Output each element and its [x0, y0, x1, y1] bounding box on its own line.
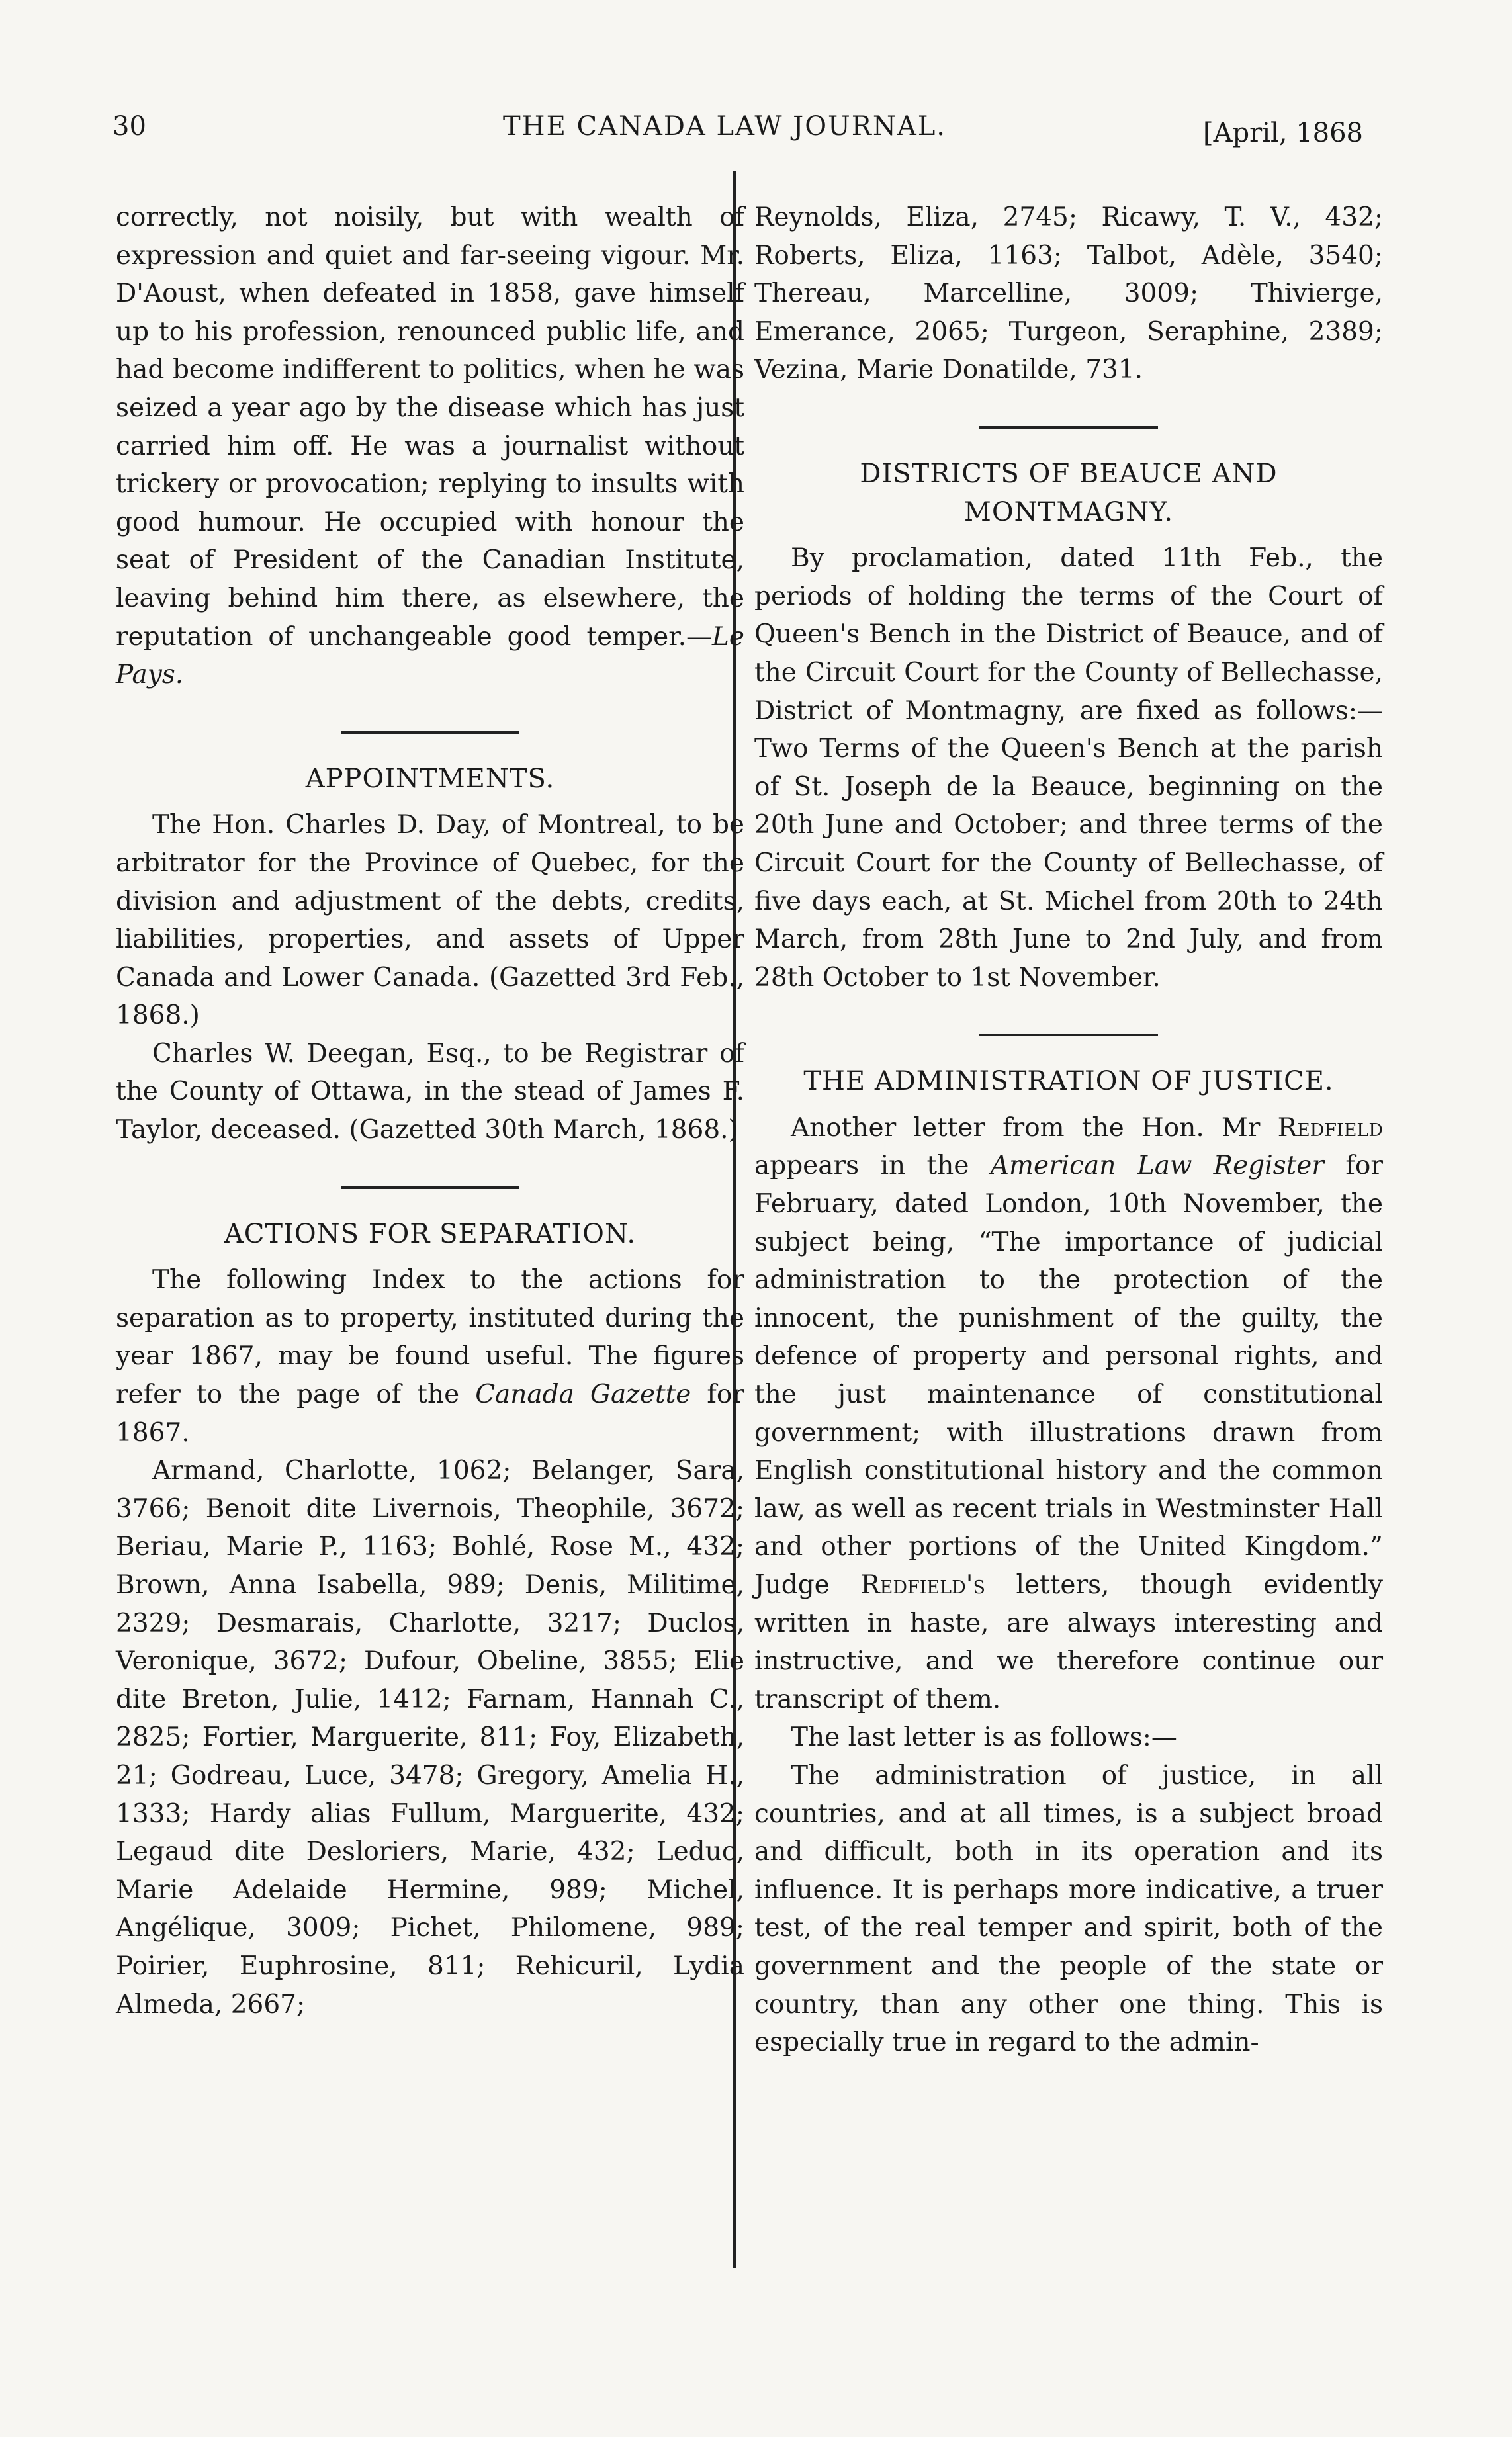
justice-text: Another letter from the Hon. Mr	[791, 1112, 1278, 1143]
actions-heading: ACTIONS FOR SEPARATION.	[224, 1218, 637, 1249]
justice-paragraph: The administration of justice, in all countries, and at all times, is a subject broad and difficult, both in its operation and its influence. It is perhaps more indicative, a truer test, of the real temper and spirit, both of the government and the people of the state or country, than any other one thing. This is especially true in regard to the admin-	[754, 1760, 1383, 2058]
appointments-heading: APPOINTMENTS.	[305, 763, 555, 794]
obituary-source: Le Pays.	[116, 621, 744, 690]
actions-intro-paragraph	[116, 1261, 744, 1452]
justice-paragraph	[754, 1109, 1383, 1719]
actions-intro-end: for 1867.	[116, 1380, 744, 1448]
section-rule	[979, 426, 1158, 429]
districts-paragraph: By proclamation, dated 11th Feb., the periods of holding the terms of the Court of Queen's Bench in the District of Beauce, and of the Circuit Court for the County of Bellechasse, District of Montmagny, are fixed as follows:—Two Terms of the Queen's Bench at the parish of St. Joseph de la Beauce, beginning on the 20th June and October; and three terms of the Circuit Court for the County of Bellechasse, of five days each, at St. Michel from 20th to 24th March, from 28th June to 2nd July, and from 28th October to 1st November.	[754, 543, 1383, 993]
page-number: 30	[112, 111, 146, 142]
justice-text: letters, though evidently written in haste, are always interesting and instructive, and we therefore continue our transcript of them.	[754, 1570, 1383, 1714]
journal-title: THE CANADA LAW JOURNAL.	[503, 111, 947, 142]
actions-intro-text: The following Index to the actions for separation as to property, instituted during the year 1867, may be found useful. The figures refer to the page of the	[116, 1265, 744, 1410]
page-header	[106, 105, 1363, 157]
appointment-paragraph: Charles W. Deegan, Esq., to be Registrar of the County of Ottawa, in the stead of James F. Taylor, deceased. (Gazetted 30th March, 1868.)	[116, 1038, 744, 1145]
section-rule	[341, 1186, 519, 1189]
gazette-title: Canada Gazette	[475, 1380, 691, 1410]
actions-index-list: Armand, Charlotte, 1062; Belanger, Sara, 3766; Benoit dite Livernois, Theophile, 3672; Beriau, Marie P., 1163; Bohlé, Rose M., 432; Brown, Anna Isabella, 989; Denis, Militime, 2329; Desmarais, Charlotte, 3217; Duclos, Veronique, 3672; Dufour, Obeline, 3855; Elie dite Breton, Julie, 1412; Farnam, Hannah C., 2825; Fortier, Marguerite, 811; Foy, Elizabeth, 21; Godreau, Luce, 3478; Gregory, Amelia H., 1333; Hardy alias Fullum, Marguerite, 432; Legaud dite Desloriers, Marie, 432; Leduc, Marie Adelaide Hermine, 989; Michel, Angélique, 3009; Pichet, Philomene, 989; Poirier, Euphrosine, 811; Rehicuril, Lydia Almeda, 2667;	[116, 1456, 744, 2019]
justice-heading: THE ADMINISTRATION OF JUSTICE.	[803, 1066, 1334, 1097]
justice-text: appears in the	[754, 1151, 991, 1181]
issue-date: [April, 1868	[1202, 118, 1363, 148]
right-column	[754, 199, 1383, 2062]
section-rule	[979, 1034, 1158, 1036]
justice-paragraph: The last letter is as follows:—	[791, 1722, 1177, 1753]
publication-title: American Law Register	[990, 1151, 1325, 1181]
appointment-paragraph: The Hon. Charles D. Day, of Montreal, to be arbitrator for the Province of Quebec, for the division and adjustment of the debts, credits, liabilities, properties, and assets of Upper Canada and Lower Canada. (Gazetted 3rd Feb., 1868.)	[116, 810, 744, 1031]
obituary-text: correctly, not noisily, but with wealth of expression and quiet and far-seeing vigour. Mr. D'Aoust, when defeated in 1858, gave himself up to his profession, renounced public life, and had become indifferent to politics, when he was seized a year ago by the disease which has just carried him off. He was a journalist without trickery or provocation; replying to insults with good humour. He occupied with honour the seat of President of the Canadian Institute, leaving behind him there, as elsewhere, the reputation of unchangeable good temper.—	[116, 202, 744, 652]
redfield-name: Redfield	[1277, 1112, 1383, 1143]
section-rule	[341, 731, 519, 734]
redfield-name: Redfield's	[860, 1570, 985, 1600]
obituary-paragraph	[116, 199, 744, 694]
actions-index-continued: Reynolds, Eliza, 2745; Ricawy, T. V., 432; Roberts, Eliza, 1163; Talbot, Adèle, 3540; Thereau, Marcelline, 3009; Thivierge, Emerance, 2065; Turgeon, Seraphine, 2389; Vezina, Marie Donatilde, 731.	[754, 202, 1383, 385]
districts-heading: DISTRICTS OF BEAUCE AND MONTMAGNY.	[860, 458, 1278, 527]
left-column	[116, 199, 744, 2023]
justice-text: for February, dated London, 10th November, the subject being, “The importance of judicial administration to the protection of the innocent, the punishment of the guilty, the defence of property and personal rights, and the just maintenance of constitutional government; with illustrations drawn from English constitutional history and the common law, as well as recent trials in Westminster Hall and other portions of the United Kingdom.” Judge	[754, 1151, 1383, 1600]
